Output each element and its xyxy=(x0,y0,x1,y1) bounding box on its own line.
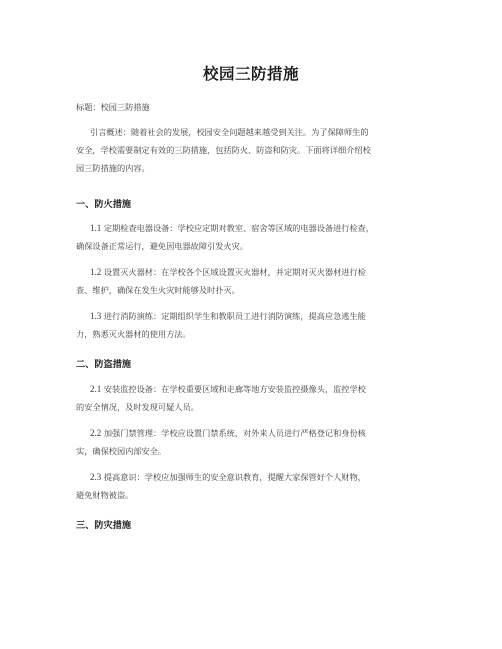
intro-paragraph xyxy=(76,123,438,177)
section-item xyxy=(76,307,438,343)
intro-line: 园三防措施的内容。 xyxy=(76,163,150,173)
item-number: 1.2 xyxy=(90,267,102,277)
section-heading: 二、防盗措施 xyxy=(76,359,132,370)
item-text: 定期检查电器设备：学校应定期对教室、宿舍等区域的电器设备进行检查， xyxy=(103,223,375,233)
section-item xyxy=(76,219,438,255)
item-text: 实，确保校园内部安全。 xyxy=(76,446,167,456)
item-text: 安装监控设备：在学校重要区域和走廊等地方安装监控摄像头，监控学校 xyxy=(103,384,366,394)
item-text: 查、维护，确保在发生火灾时能够及时扑灭。 xyxy=(76,285,240,295)
section-item xyxy=(76,424,438,460)
item-text: 设置灭火器材：在学校各个区域设置灭火器材，并定期对灭火器材进行检 xyxy=(103,267,366,277)
section-item xyxy=(76,263,438,299)
item-number: 2.2 xyxy=(90,428,102,438)
intro-line: 引言概述：随着社会的发展，校园安全问题越来越受到关注。为了保障师生的 xyxy=(90,127,369,137)
item-number: 1.1 xyxy=(90,223,102,233)
item-number: 2.3 xyxy=(90,472,102,482)
item-text: 力，熟悉灭火器材的使用方法。 xyxy=(76,329,191,339)
item-text: 加强门禁管理：学校应设置门禁系统，对外来人员进行严格登记和身份核 xyxy=(103,428,366,438)
page-title: 校园三防措施 xyxy=(202,65,299,83)
subtitle-line: 标题：校园三防措施 xyxy=(76,102,150,112)
section-item xyxy=(76,380,438,416)
item-text: 提高意识：学校应加强师生的安全意识教育，提醒大家保管好个人财物， xyxy=(103,472,366,482)
item-text: 的安全情况，及时发现可疑人员。 xyxy=(76,402,199,412)
section-item xyxy=(76,468,438,504)
item-number: 1.3 xyxy=(90,311,102,321)
item-text: 避免财物被盗。 xyxy=(76,490,134,500)
item-number: 2.1 xyxy=(90,384,102,394)
section-heading: 三、防灾措施 xyxy=(76,520,132,531)
section-heading: 一、防火措施 xyxy=(76,199,132,210)
intro-line: 安全，学校需要制定有效的三防措施，包括防火、防盗和防灾。下面将详细介绍校 xyxy=(76,145,371,155)
item-text: 进行消防演练：定期组织学生和教职员工进行消防演练，提高应急逃生能 xyxy=(103,311,366,321)
item-text: 确保设备正常运行，避免因电器故障引发火灾。 xyxy=(76,241,248,251)
